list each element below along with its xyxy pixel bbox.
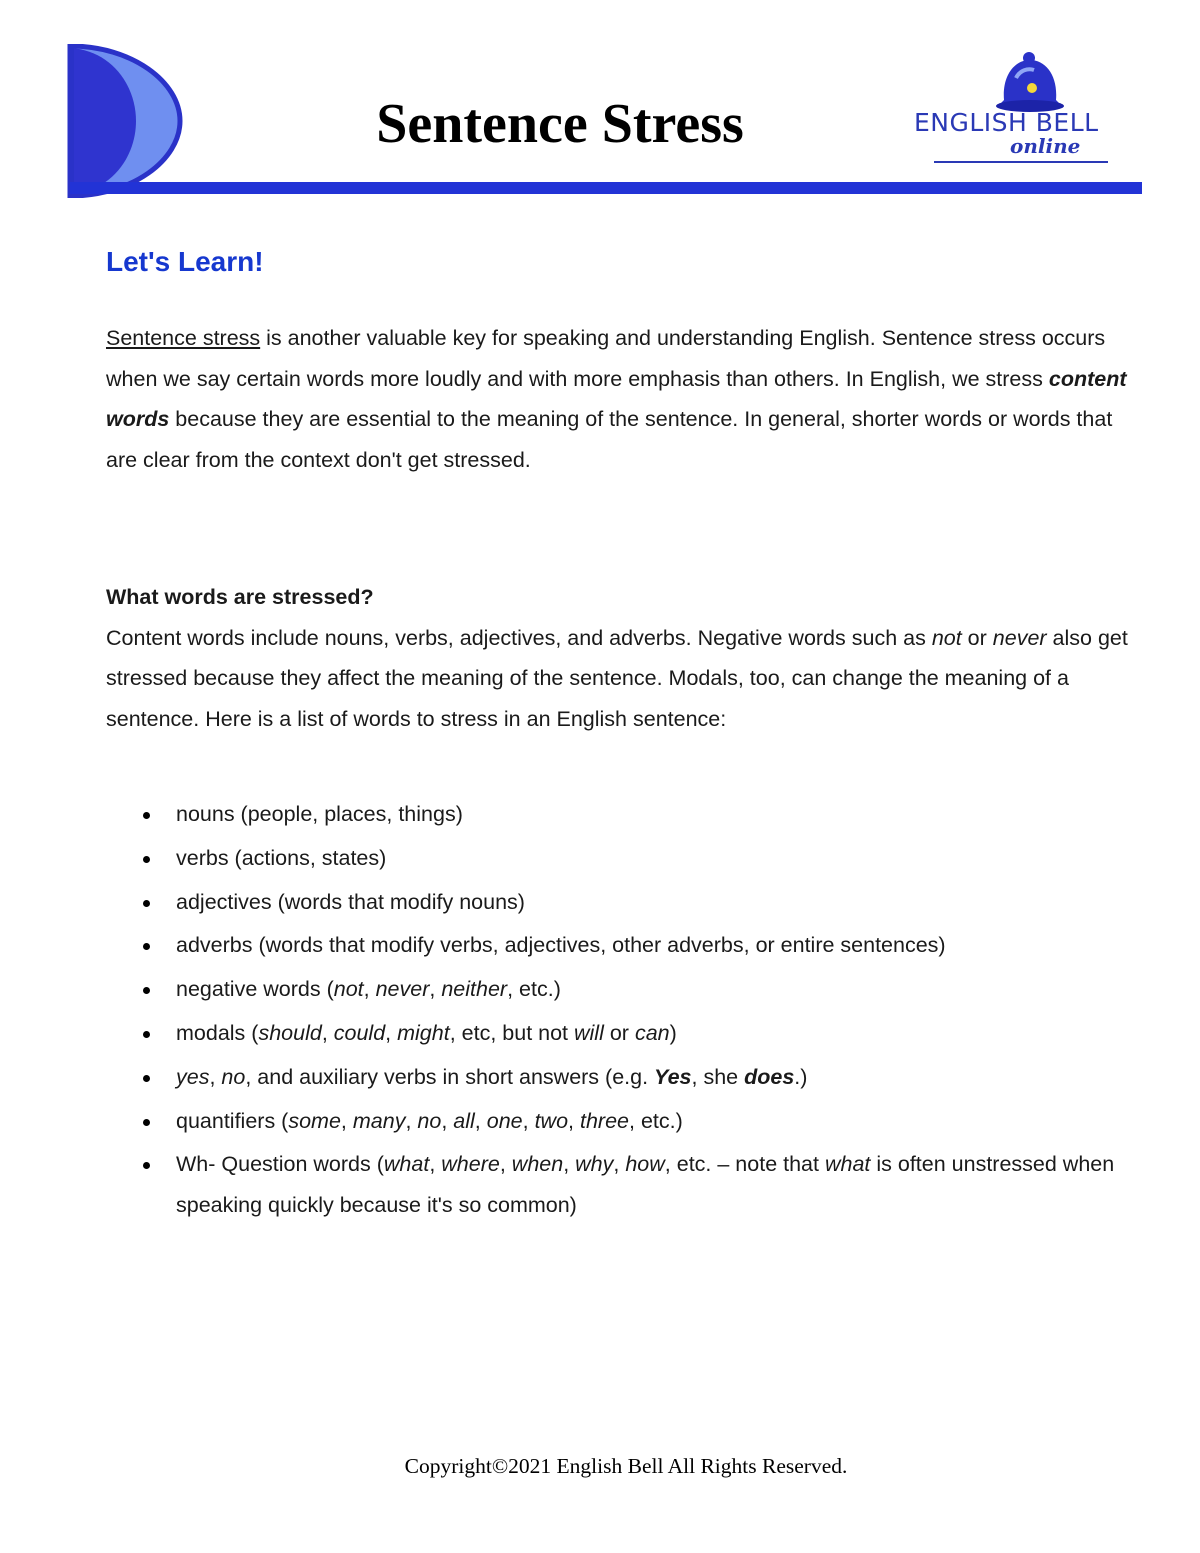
page-title: Sentence Stress — [376, 93, 744, 155]
body-paragraph: Content words include nouns, verbs, adjectives, and adverbs. Negative words such as not or never also get stressed because they affect the meaning of the sentence. Modals, too, can change the meaning of a sentence. Here is a list of words to stress in an English sentence: — [106, 625, 1128, 731]
bullet-icon — [143, 856, 150, 863]
bullet-icon — [143, 900, 150, 907]
list-item: Wh- Question words (what, where, when, why, how, etc. – note that what is often unstressed when speaking quickly because it's so common) — [106, 1144, 1146, 1225]
crescent-logo-icon — [66, 44, 186, 198]
section-heading: Let's Learn! — [106, 246, 264, 277]
list-item: nouns (people, places, things) — [106, 794, 1146, 835]
list-item: modals (should, could, might, etc, but not will or can) — [106, 1013, 1146, 1054]
brand-name: ENGLISH BELL — [914, 108, 1099, 137]
brand-logo — [912, 48, 1140, 173]
intro-paragraph: Sentence stress is another valuable key for speaking and understanding English. Sentence stress occurs when we say certain words more loudly and with more emphasis than others. In English, we stress content words because they are essential to the meaning of the sentence. In general, shorter words or words that are clear from the context don't get stressed. — [106, 326, 1127, 472]
subheading: What words are stressed? — [106, 585, 374, 609]
bullet-icon — [143, 943, 150, 950]
page-header — [0, 0, 1200, 200]
main-content — [106, 236, 1146, 1229]
bullet-icon — [143, 1162, 150, 1169]
brand-tagline: online — [1010, 134, 1081, 158]
copyright-footer: Copyright©2021 English Bell All Rights Reserved. — [404, 1454, 848, 1478]
list-item: yes, no, and auxiliary verbs in short answers (e.g. Yes, she does.) — [106, 1057, 1146, 1098]
bullet-icon — [143, 1031, 150, 1038]
bullet-icon — [143, 1119, 150, 1126]
bullet-icon — [143, 1075, 150, 1082]
list-item: negative words (not, never, neither, etc.) — [106, 969, 1146, 1010]
header-divider — [70, 182, 1142, 194]
list-item: adverbs (words that modify verbs, adjectives, other adverbs, or entire sentences) — [106, 925, 1146, 966]
list-item: adjectives (words that modify nouns) — [106, 882, 1146, 923]
list-item: verbs (actions, states) — [106, 838, 1146, 879]
bullet-icon — [143, 987, 150, 994]
term-sentence-stress: Sentence stress — [106, 326, 261, 350]
stress-word-list — [106, 794, 1146, 1225]
term-content-words: content words — [106, 366, 1127, 431]
bullet-icon — [143, 812, 150, 819]
list-item: quantifiers (some, many, no, all, one, two, three, etc.) — [106, 1101, 1146, 1142]
